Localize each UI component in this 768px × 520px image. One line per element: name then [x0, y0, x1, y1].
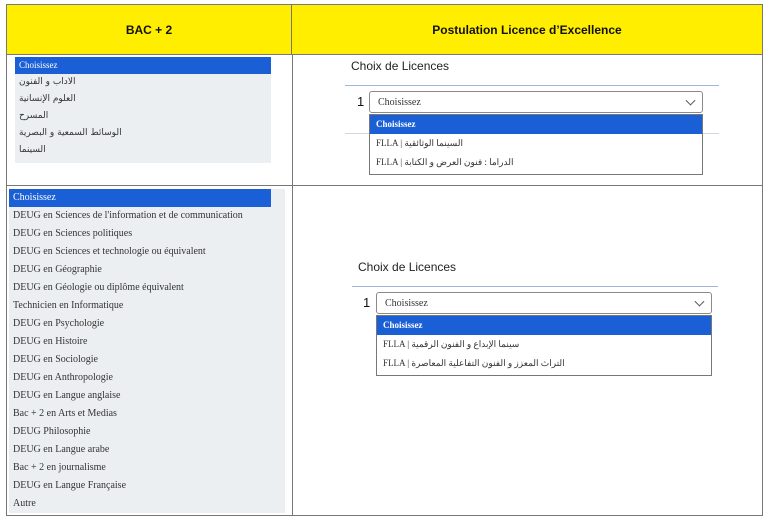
dropdown-option-selected[interactable]: Choisissez	[370, 115, 702, 134]
dropdown-option[interactable]: FLLA | التراث المعزز و الفنون التفاعلية المعاصرة	[383, 358, 565, 368]
diploma-listbox[interactable]	[9, 189, 285, 513]
list-option[interactable]: Technicien en Informatique	[13, 300, 124, 311]
list-option-selected[interactable]: Choisissez	[15, 57, 271, 74]
licence-dropdown[interactable]	[369, 114, 703, 175]
list-option[interactable]: الوسائط السمعية و البصرية	[19, 128, 122, 138]
list-option[interactable]: DEUG en Langue anglaise	[13, 390, 121, 401]
chevron-down-icon[interactable]	[695, 297, 705, 307]
dropdown-option[interactable]: FLLA | سينما الإبداع و الفنون الرقمية	[383, 339, 520, 349]
header-postulation-label: Postulation Licence d’Excellence	[432, 22, 622, 37]
list-option[interactable]: DEUG en Sociologie	[13, 354, 98, 365]
choice-title: Choix de Licences	[358, 260, 457, 274]
licence-dropdown[interactable]	[376, 315, 712, 376]
list-option[interactable]: DEUG en Langue Française	[13, 480, 127, 491]
list-option[interactable]: DEUG en Psychologie	[13, 318, 105, 329]
list-option[interactable]: DEUG Philosophie	[13, 426, 91, 437]
header-bac2	[7, 5, 292, 55]
header-postulation	[292, 5, 762, 55]
list-option[interactable]: Bac + 2 en journalisme	[13, 462, 106, 473]
licence-select[interactable]	[376, 292, 712, 314]
dropdown-option[interactable]: FLLA | الدراما : فنون العرض و الكتابة	[376, 157, 514, 167]
column-divider	[292, 55, 293, 515]
list-option[interactable]: DEUG en Sciences de l'information et de communication	[13, 210, 243, 221]
list-option[interactable]: Bac + 2 en Arts et Medias	[13, 408, 117, 419]
row-divider	[7, 185, 762, 186]
section-rule	[345, 85, 719, 86]
list-option[interactable]: DEUG en Sciences politiques	[13, 228, 133, 239]
choice-number: 1	[363, 295, 371, 310]
licence-select[interactable]	[369, 91, 703, 113]
chevron-down-icon[interactable]	[686, 96, 696, 106]
list-option[interactable]: المسرح	[19, 111, 49, 121]
select-value: Choisissez	[378, 96, 421, 108]
list-option[interactable]: السينما	[19, 145, 46, 155]
list-option[interactable]: DEUG en Géologie ou diplôme équivalent	[13, 282, 184, 293]
list-option[interactable]: Autre	[13, 498, 36, 509]
application-form-table	[6, 4, 763, 516]
list-option[interactable]: DEUG en Géographie	[13, 264, 102, 275]
list-option[interactable]: العلوم الإنسانية	[19, 94, 76, 104]
dropdown-option[interactable]: FLLA | السينما الوثائقية	[376, 138, 463, 148]
field-listbox-arabic[interactable]	[15, 57, 271, 163]
section-rule	[352, 286, 718, 287]
list-option-selected[interactable]: Choisissez	[9, 189, 271, 207]
list-option[interactable]: DEUG en Anthropologie	[13, 372, 113, 383]
list-option[interactable]: الاداب و الفنون	[19, 77, 76, 87]
choice-number: 1	[357, 94, 365, 109]
list-option[interactable]: DEUG en Histoire	[13, 336, 88, 347]
list-option[interactable]: DEUG en Sciences et technologie ou équivalent	[13, 246, 206, 257]
header-bac2-label: BAC + 2	[125, 22, 173, 37]
select-value: Choisissez	[385, 297, 428, 309]
choice-title: Choix de Licences	[351, 59, 450, 73]
dropdown-option-selected[interactable]: Choisissez	[377, 316, 711, 335]
list-option[interactable]: DEUG en Langue arabe	[13, 444, 110, 455]
